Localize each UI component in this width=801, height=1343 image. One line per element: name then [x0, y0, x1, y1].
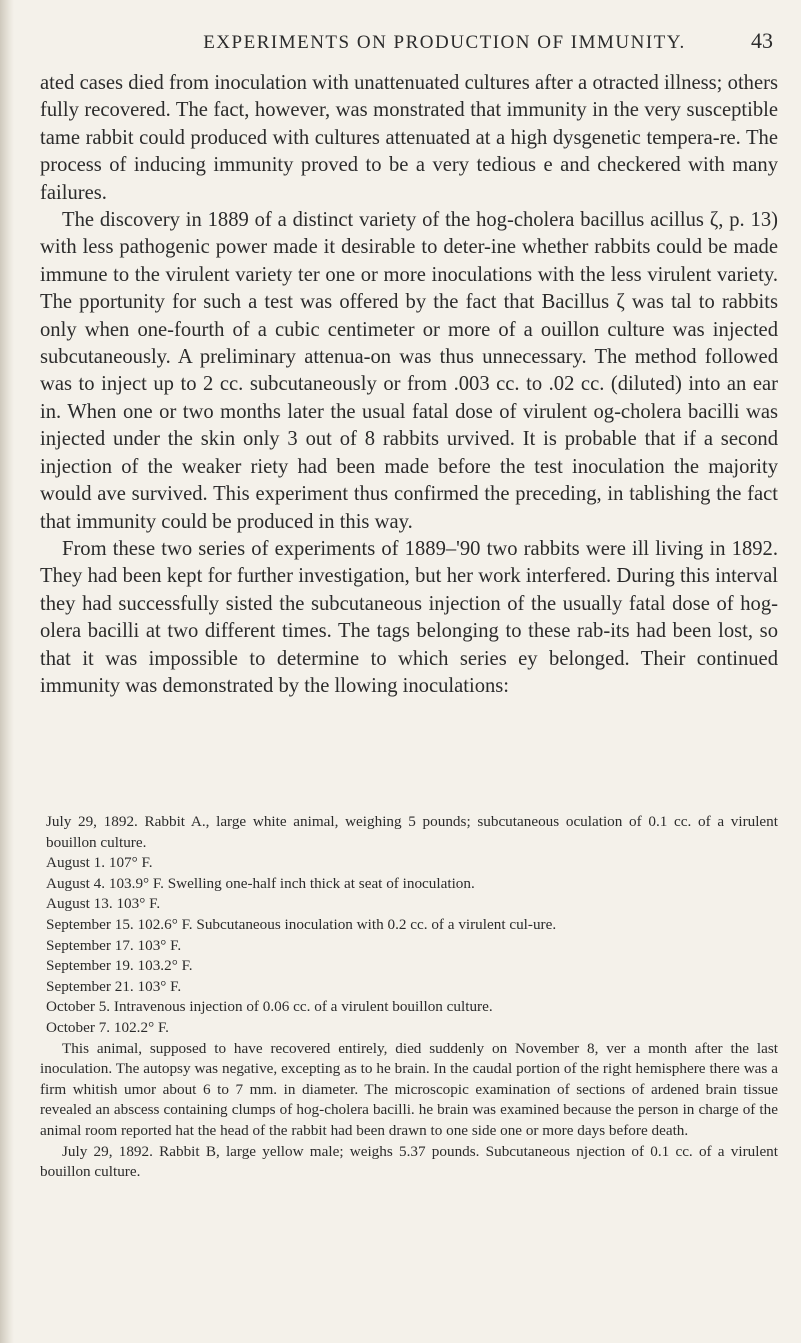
paragraph-1: ated cases died from inoculation with unattenuated cultures after a otracted illness; others fully recovered. The fact, however, was monstrated that immunity in the very susceptible tame rabbit could produced with cultures attenuated at a high dysgenetic tempera-re. The process of inducing immunity proved to be a very tedious e and checkered with many failures. [40, 72, 778, 204]
record-entry: August 4. 103.9° F. Swelling one-half inch thick at seat of inoculation. [46, 874, 475, 892]
record-entry: October 5. Intravenous injection of 0.06 cc. of a virulent bouillon culture. [46, 998, 493, 1016]
running-title: EXPERIMENTS ON PRODUCTION OF IMMUNITY. [203, 32, 686, 53]
record-entry: August 1. 107° F. [46, 854, 153, 872]
paragraph-3: From these two series of experiments of 1889–'90 two rabbits were ill living in 1892. They had been kept for further investigation, but her work interfered. During this interval they had successfully sisted the subcutaneous injection of the usually fatal dose of hog-olera bacilli at two different times. The tags belonging to these rab-its had been lost, so that it was impossible to determine to which series ey belonged. Their continued immunity was demonstrated by the llowing inoculations: [40, 537, 778, 697]
record-entry: July 29, 1892. Rabbit A., large white animal, weighing 5 pounds; subcutaneous oculation of 0.1 cc. of a virulent bouillon culture. [46, 813, 778, 851]
page-number: 43 [751, 28, 773, 53]
main-text [40, 70, 778, 700]
book-spine-shadow [0, 0, 14, 1343]
autopsy-paragraph: This animal, supposed to have recovered entirely, died suddenly on November 8, ver a month after the last inoculation. The autopsy was negative, excepting as to he brain. In the caudal portion of the right hemisphere there was a firm whitish umor about 6 to 7 mm. in diameter. The microscopic examination of sections of ardened brain tissue revealed an abscess containing clumps of hog-cholera bacilli. he brain was examined because the person in charge of the animal room reported hat the head of the rabbit had been drawn to one side one or more days before death. [40, 1039, 778, 1139]
rabbit-b-paragraph: July 29, 1892. Rabbit B, large yellow male; weighs 5.37 pounds. Subcutaneous njection of 0.1 cc. of a virulent bouillon culture. [40, 1142, 778, 1181]
record-entry: September 21. 103° F. [46, 977, 182, 995]
record-entry: September 15. 102.6° F. Subcutaneous inoculation with 0.2 cc. of a virulent cul-ure. [46, 915, 557, 933]
record-entry: September 17. 103° F. [46, 936, 182, 954]
record-entry: September 19. 103.2° F. [46, 957, 193, 975]
record-entry: October 7. 102.2° F. [46, 1018, 169, 1036]
inoculation-records [40, 812, 778, 1183]
record-entry: August 13. 103° F. [46, 895, 161, 913]
paragraph-2: The discovery in 1889 of a distinct variety of the hog-cholera bacillus acillus ζ, p. 13) with less pathogenic power made it desirable to deter-ine whether rabbits could be made immune to the virulent variety ter one or more inoculations with the less virulent variety. The pportunity for such a test was offered by the fact that Bacillus ζ was tal to rabbits only when one-fourth of a cubic centimeter or more of a ouillon culture was injected subcutaneously. A preliminary attenua-on was thus unnecessary. The method followed was to inject up to 2 cc. subcutaneously or from .003 cc. to .02 cc. (diluted) into an ear in. When one or two months later the usual fatal dose of virulent og-cholera bacilli was injected under the skin only 3 out of 8 rabbits urvived. It is probable that if a second injection of the weaker riety had been made before the test inoculation the majority would ave survived. This experiment thus confirmed the preceding, in tablishing the fact that immunity could be produced in this way. [40, 209, 778, 533]
page-header [118, 28, 773, 54]
